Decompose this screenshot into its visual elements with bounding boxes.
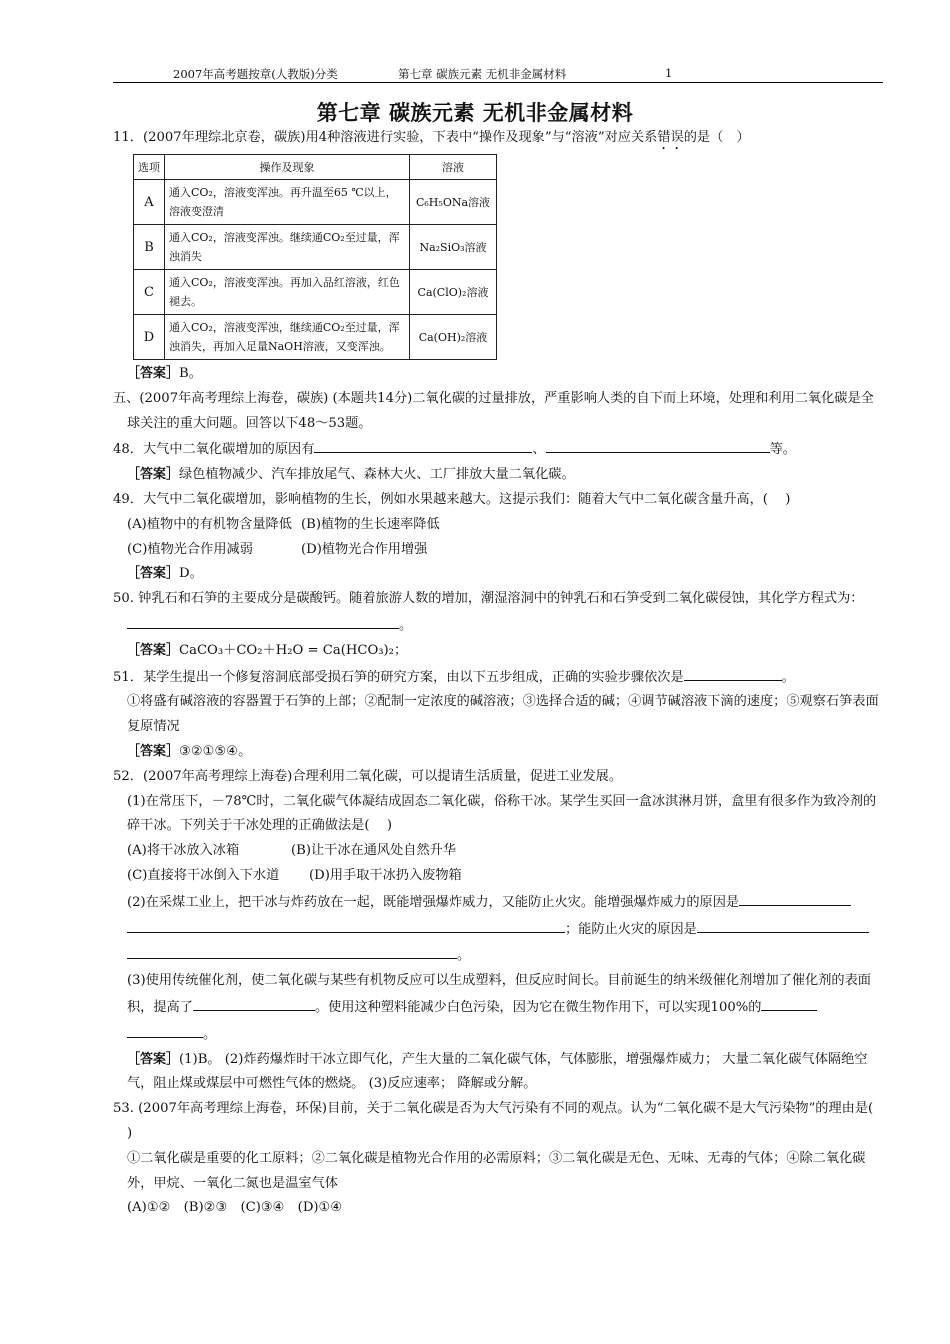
answer-blank[interactable] [127, 1021, 203, 1038]
table-cell-option: D [134, 315, 165, 360]
question-11-stem: 11．(2007年理综北京卷，碳族)用4种溶液进行实验，下表中“操作及现象”与“溶液”对应关系错误的是（ ） [113, 130, 750, 145]
page-header [113, 66, 883, 83]
answer-blank[interactable] [314, 436, 532, 453]
answer-blank[interactable] [546, 436, 770, 453]
table-header-row [134, 155, 497, 180]
answer-label: ［答案］ [127, 743, 180, 759]
question-50-stem: 50. 钟乳石和石笋的主要成分是碳酸钙。随着旅游人数的增加，潮湿溶洞中的钟乳石和石笋受到二氧化碳侵蚀，其化学方程式为：。 [113, 591, 864, 633]
header-page-number: 1 [665, 66, 673, 80]
option-c: (C)植物光合作用减弱 [127, 541, 253, 557]
option-b: (B)植物的生长速率降低 [301, 516, 440, 532]
header-chapter: 第七章 碳族元素 无机非金属材料 [398, 67, 567, 81]
header-source: 2007年高考题按章(人教版)分类 [173, 67, 338, 81]
answer-label: ［答案］ [127, 1051, 180, 1067]
question-49-answer: ［答案］D。 [127, 566, 203, 582]
answer-blank[interactable] [761, 994, 817, 1011]
table-cell-solution: Na₂SiO₃溶液 [410, 225, 497, 270]
table-row [134, 180, 497, 225]
option-b: (B)让干冰在通风处自然升华 [291, 843, 457, 859]
question-49-options-cd [113, 538, 883, 563]
question-53-options: (A)①② (B)②③ (C)③④ (D)①④ [127, 1200, 343, 1216]
option-a: (A)将干冰放入冰箱 [127, 843, 240, 859]
table-header-cell: 溶液 [410, 155, 497, 180]
question-52-part-2: (2)在采煤工业上，把干冰与炸药放在一起，既能增强爆炸威力，又能防止火灾。能增强爆炸威力的原因是；能防止火灾的原因是。 [113, 889, 883, 969]
page-title: 第七章 碳族元素 无机非金属材料 [316, 101, 634, 125]
question-48-stem: 48．大气中二氧化碳增加的原因有 、 等。 [113, 436, 883, 463]
emphasis-error: 错误 [657, 130, 684, 145]
question-49-stem: 49．大气中二氧化碳增加，影响植物的生长，例如水果越来越大。这提示我们：随着大气中二氧化碳含量升高，( ) [113, 491, 791, 507]
option-d: (D)植物光合作用增强 [301, 541, 428, 557]
table-cell-option: B [134, 225, 165, 270]
option-a: (A)植物中的有机物含量降低 [127, 516, 292, 532]
question-50-answer: ［答案］CaCO₃＋CO₂＋H₂O = Ca(HCO₃)₂； [127, 642, 408, 658]
question-52-part-1: (1)在常压下，－78℃时，二氧化碳气体凝结成固态二氧化碳，俗称干冰。某学生买回一盒冰淇淋月饼，盒里有很多作为致冷剂的碎干冰。下列关于干冰处理的正确做法是( ) [127, 793, 877, 834]
answer-label: ［答案］ [127, 467, 180, 483]
table-cell-operation: 通入CO₂，溶液变浑浊。再升温至65 ℃以上，溶液变澄清 [165, 180, 410, 225]
table-cell-operation: 通入CO₂，溶液变浑浊，继续通CO₂至过量，浑浊消失，再加入足量NaOH溶液，又变浑浊。 [165, 315, 410, 360]
table-cell-solution: Ca(OH)₂溶液 [410, 315, 497, 360]
table-cell-option: A [134, 180, 165, 225]
question-52-options-ab [113, 839, 883, 864]
question-52-stem: 52．(2007年高考理综上海卷)合理利用二氧化碳，可以提请生活质量，促进工业发展。 [113, 768, 623, 784]
document-body [113, 126, 891, 1221]
answer-blank[interactable] [697, 916, 869, 933]
table-cell-option: C [134, 270, 165, 315]
table-header-cell: 操作及现象 [165, 155, 410, 180]
answer-blank[interactable] [127, 942, 457, 959]
table-cell-operation: 通入CO₂，溶液变浑浊。继续通CO₂至过量，浑浊消失 [165, 225, 410, 270]
question-11-table [133, 154, 497, 360]
table-cell-operation: 通入CO₂，溶液变浑浊。再加入品红溶液，红色褪去。 [165, 270, 410, 315]
option-d: (D)用手取干冰扔入废物箱 [309, 867, 462, 883]
question-51-steps: ①将盛有碱溶液的容器置于石笋的上部；②配制一定浓度的碱溶液；③选择合适的碱；④调节碱溶液下滴的速度；⑤观察石笋表面复原情况 [127, 694, 879, 735]
question-52-part-3: (3)使用传统催化剂，使二氧化碳与某些有机物反应可以生成塑料，但反应时间长。目前诞生的纳米级催化剂增加了催化剂的表面积，提高了 。使用这种塑料能减少白色污染，因为它在微生物作用下，可以实现100%的。 [127, 973, 871, 1042]
table-row [134, 225, 497, 270]
question-49-options-ab [113, 513, 883, 538]
table-cell-solution: Ca(ClO)₂溶液 [410, 270, 497, 315]
answer-blank[interactable] [127, 916, 565, 933]
option-c: (C)直接将干冰倒入下水道 [127, 867, 280, 883]
question-53-items: ①二氧化碳是重要的化工原料；②二氧化碳是植物光合作用的必需原料；③二氧化碳是无色、无味、无毒的气体；④除二氧化碳外，甲烷、一氧化二氮也是温室气体 [127, 1150, 866, 1191]
question-48-answer: ［答案］绿色植物减少、汽车排放尾气、森林大火、工厂排放大量二氧化碳。 [127, 467, 575, 483]
answer-label: ［答案］ [127, 566, 180, 582]
answer-label: ［答案］ [127, 642, 180, 658]
table-row [134, 270, 497, 315]
question-51-stem: 51．某学生提出一个修复溶洞底部受损石笋的研究方案，由以下五步组成，正确的实验步骤依次是 。 [113, 664, 883, 691]
answer-label: ［答案］ [127, 366, 180, 381]
question-52-answer: ［答案］(1)B。 (2)炸药爆炸时干冰立即气化，产生大量的二氧化碳气体，气体膨胀，增强爆炸威力； 大量二氧化碳气体隔绝空气，阻止煤或煤层中可燃性气体的燃烧。 (3)反应速率； 降解或分解。 [127, 1051, 868, 1092]
table-cell-solution: C₆H₅ONa溶液 [410, 180, 497, 225]
question-11-answer: ［答案］B。 [127, 366, 202, 381]
section-5-intro: 五、(2007年高考理综上海卷，碳族) (本题共14分)二氧化碳的过量排放，严重影响人类的自下而上环境，处理和利用二氧化碳是全球关注的重大问题。回答以下48～53题。 [113, 390, 874, 431]
table-row [134, 315, 497, 360]
answer-blank[interactable] [684, 664, 782, 681]
answer-blank[interactable] [739, 889, 851, 906]
question-51-answer: ［答案］③②①⑤④。 [127, 743, 252, 759]
answer-blank[interactable] [193, 994, 315, 1011]
table-header-cell: 选项 [134, 155, 165, 180]
question-52-options-cd [113, 864, 883, 889]
question-53-stem: 53. (2007年高考理综上海卷，环保)目前，关于二氧化碳是否为大气污染有不同的观点。认为“二氧化碳不是大气污染物”的理由是( ) [113, 1101, 891, 1141]
answer-blank[interactable] [127, 612, 399, 629]
